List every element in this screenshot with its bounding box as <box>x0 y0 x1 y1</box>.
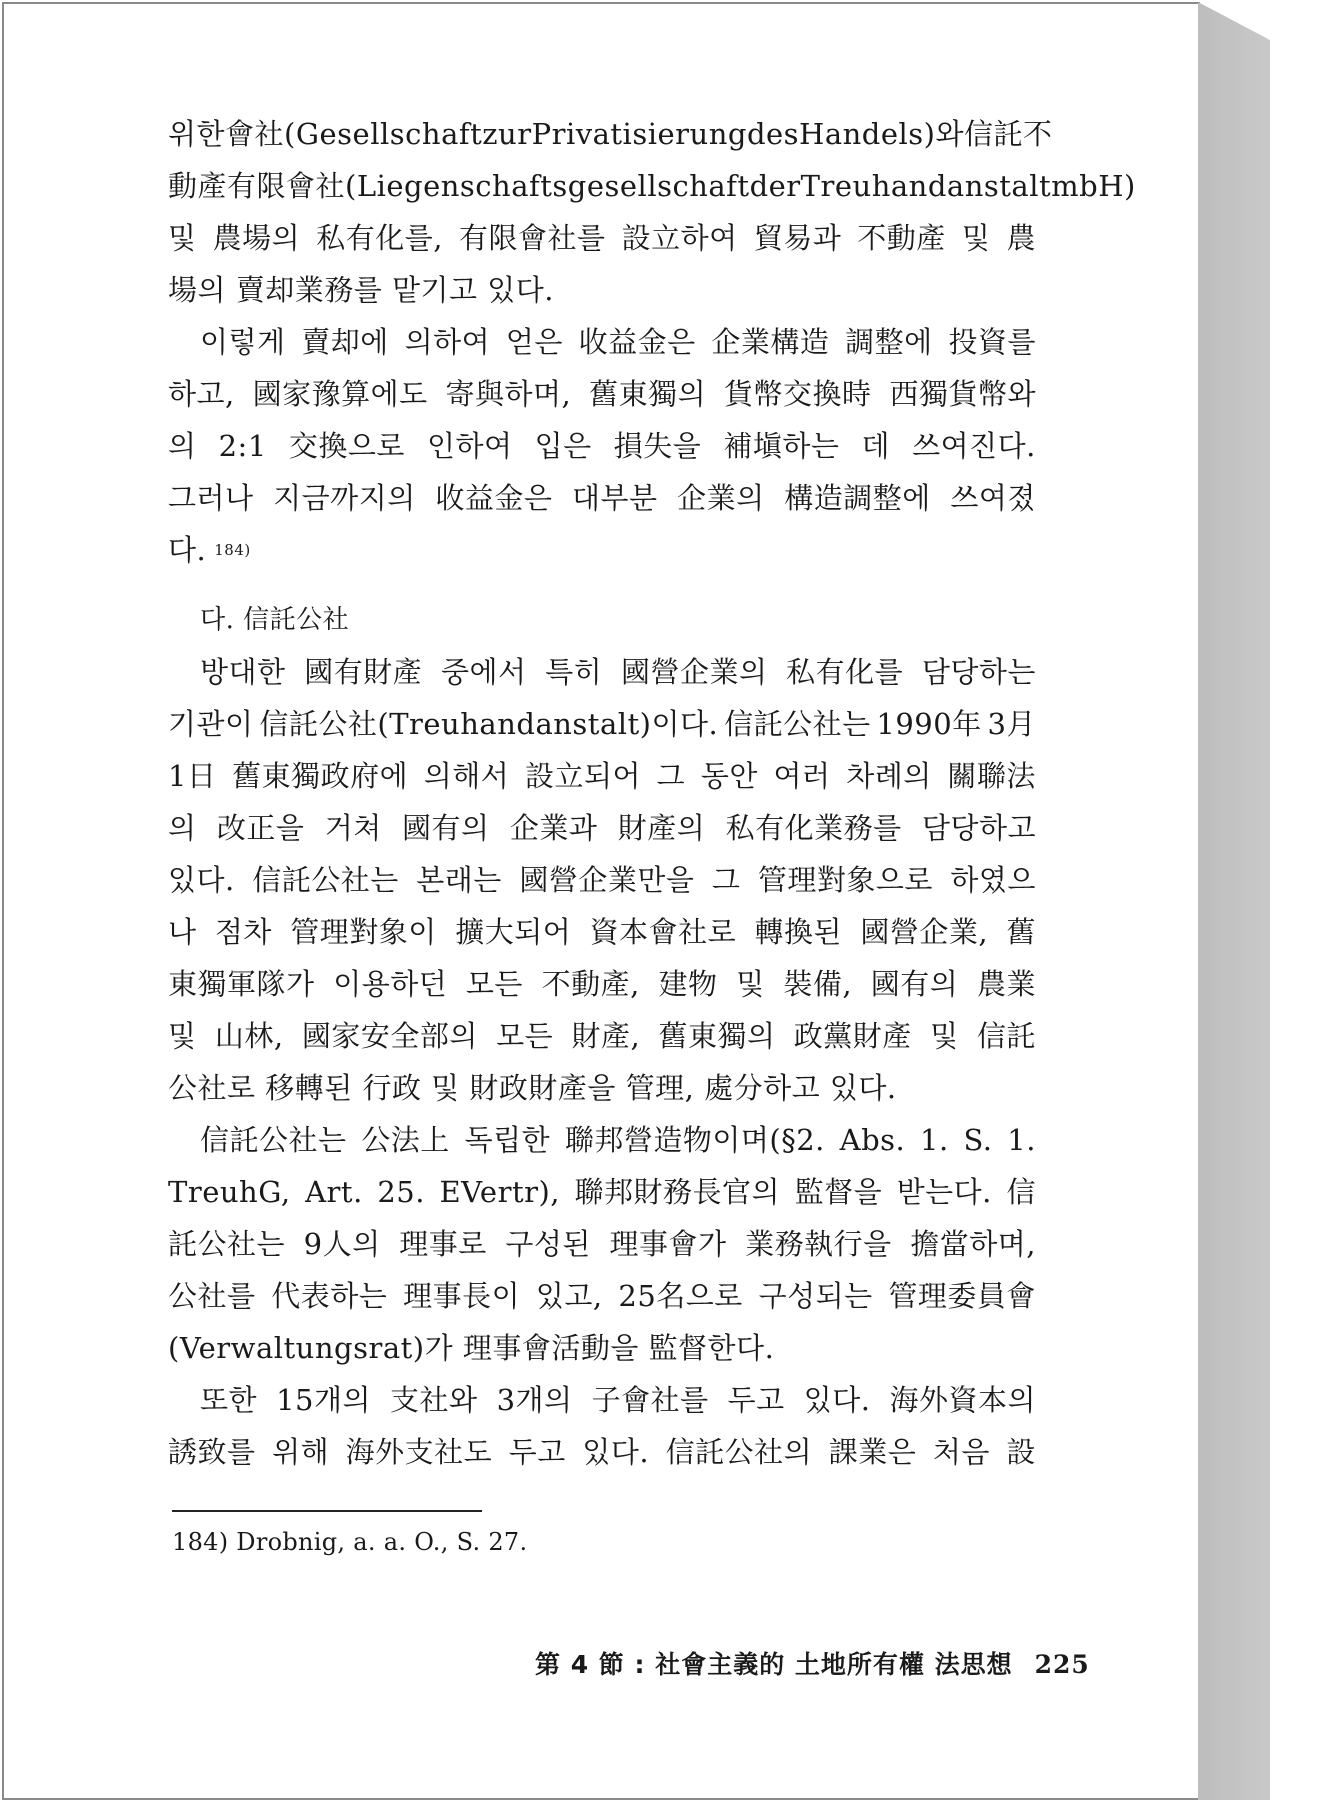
text-line: 및 山林, 國家安全部의 모든 財產, 舊東獨의 政黨財產 및 信託 <box>168 1019 1036 1053</box>
paragraph <box>168 108 1136 316</box>
paragraph <box>168 646 1036 1114</box>
text-line: 場의 賣却業務를 맡기고 있다. <box>168 273 554 307</box>
book-page-edge <box>1198 2 1272 1800</box>
text-line: 의 改正을 거쳐 國有의 企業과 財產의 私有化業務를 담당하고 <box>168 811 1036 845</box>
text-line: 公社를 代表하는 理事長이 있고, 25名으로 구성되는 管理委員會 <box>168 1279 1036 1313</box>
text-line: 또한 15개의 支社와 3개의 子會社를 두고 있다. 海外資本의 <box>200 1383 1036 1417</box>
page-number: 225 <box>1034 1650 1090 1679</box>
text-line: 나 점차 管理對象이 擴大되어 資本會社로 轉換된 國營企業, 舊 <box>168 915 1036 949</box>
footnote-divider <box>172 1510 482 1512</box>
text-line: 이렇게 賣却에 의하여 얻은 收益金은 企業構造 調整에 投資를 <box>200 325 1036 359</box>
text-line: 하고, 國家豫算에도 寄與하며, 舊東獨의 貨幣交換時 西獨貨幣와 <box>168 377 1036 411</box>
text-line: TreuhG, Art. 25. EVertr), 聯邦財務長官의 監督을 받는다. 信 <box>168 1175 1036 1209</box>
text-line: 위한 會社(Gesellschaft zur Privatisierung des Handels)와 信託不 <box>168 117 1053 151</box>
text-line: 및 農場의 私有化를, 有限會社를 設立하여 貿易과 不動產 및 農 <box>168 221 1036 255</box>
footnote-reference[interactable]: 184) <box>214 541 251 559</box>
text-line: 信託公社는 公法上 독립한 聯邦營造物이며(§2. Abs. 1. S. 1. <box>200 1123 1036 1157</box>
text-fragment: 다. <box>168 533 207 567</box>
paragraph <box>168 1114 1036 1374</box>
footnote: 184) Drobnig, a. a. O., S. 27. <box>172 1528 528 1556</box>
text-line: 기관이 信託公社(Treuhandanstalt)이다. 信託公社는 1990年 3月 <box>168 707 1036 741</box>
text-line: 公社로 移轉된 行政 및 財政財產을 管理, 處分하고 있다. <box>168 1071 897 1105</box>
text-line: 1日 舊東獨政府에 의해서 設立되어 그 동안 여러 차례의 關聯法 <box>168 759 1036 793</box>
text-line: 방대한 國有財產 중에서 특히 國營企業의 私有化를 담당하는 <box>200 655 1036 689</box>
running-footer <box>535 1645 1090 1681</box>
running-footer-section: 第 4 節 : 社會主義的 土地所有權 法思想 <box>535 1650 1013 1679</box>
text-line: 動產有限會社(Liegenschaftsgesellschaft der Treuhandanstalt mbH) <box>168 169 1136 203</box>
text-line: (Verwaltungsrat)가 理事會活動을 監督한다. <box>168 1331 775 1365</box>
text-line: 그러나 지금까지의 收益金은 대부분 企業의 構造調整에 쓰여졌 <box>168 481 1036 515</box>
text-line: 의 2:1 交換으로 인하여 입은 損失을 補塡하는 데 쓰여진다. <box>168 429 1036 463</box>
text-line: 東獨軍隊가 이용하던 모든 不動產, 建物 및 裝備, 國有의 農業 <box>168 967 1036 1001</box>
paragraph <box>168 316 1036 576</box>
text-line: 託公社는 9人의 理事로 구성된 理事會가 業務執行을 擔當하며, <box>168 1227 1036 1261</box>
paragraph <box>168 1374 1036 1478</box>
text-line <box>168 524 1036 576</box>
section-heading: 다. 信託公社 <box>200 605 350 635</box>
page-body <box>168 108 1136 1478</box>
text-line: 誘致를 위해 海外支社도 두고 있다. 信託公社의 課業은 처음 設 <box>168 1435 1036 1469</box>
text-line: 있다. 信託公社는 본래는 國營企業만을 그 管理對象으로 하였으 <box>168 863 1036 897</box>
